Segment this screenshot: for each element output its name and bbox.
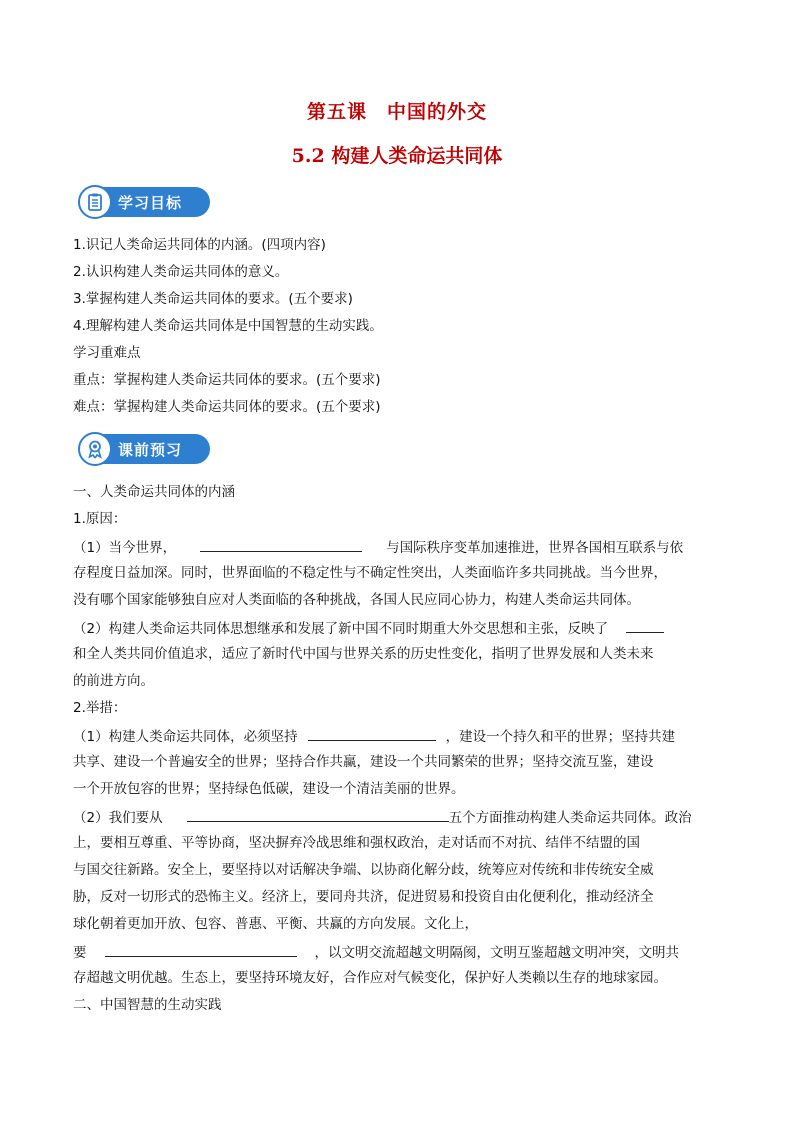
- paragraph-1-line-1: （1）当今世界， 与国际秩序变革加速推进，世界各国相互联系与依: [73, 537, 723, 557]
- goals-banner-label: 学习目标: [118, 194, 183, 212]
- paragraph-4-line-4: 胁，反对一切形式的恐怖主义。经济上，要同舟共济，促进贸易和投资自由化便利化，推动经济全: [73, 889, 654, 905]
- paragraph-3-line-1: （1）构建人类命运共同体，必须坚持 ，建设一个持久和平的世界；坚持共建: [73, 726, 723, 746]
- preview-banner-label: 课前预习: [118, 441, 183, 459]
- key-point-focus: 重点：掌握构建人类命运共同体的要求。(五个要求): [73, 372, 381, 388]
- lesson-subtitle: 5.2 构建人类命运共同体: [291, 145, 503, 167]
- paragraph-2-line-3: 的前进方向。: [73, 673, 154, 689]
- measures-label: 2.举措：: [73, 700, 127, 716]
- paragraph-3-line-2: 共享、建设一个普遍安全的世界；坚持合作共赢，建设一个共同繁荣的世界；坚持交流互鉴，建设: [73, 754, 654, 770]
- clipboard-icon: [78, 185, 112, 219]
- ribbon-medal-icon: [78, 432, 112, 466]
- paragraph-4-line-5: 球化朝着更加开放、包容、普惠、平衡、共赢的方向发展。文化上，: [73, 916, 478, 932]
- fill-blank-2[interactable]: [626, 618, 664, 633]
- goal-2: 2.认识构建人类命运共同体的意义。: [73, 264, 289, 280]
- reason-label: 1.原因：: [73, 511, 127, 527]
- paragraph-1-line-3: 没有哪个国家能够独自应对人类面临的各种挑战，各国人民应同心协力，构建人类命运共同体。: [73, 592, 640, 608]
- paragraph-4-line-2: 上，要相互尊重、平等协商，坚决摒弃冷战思维和强权政治，走对话而不对抗、结伴不结盟的国: [73, 835, 640, 851]
- paragraph-4-line-3: 与国交往新路。安全上，要坚持以对话解决争端、以协商化解分歧，统筹应对传统和非传统安全威: [73, 862, 654, 878]
- key-point-difficulty: 难点：掌握构建人类命运共同体的要求。(五个要求): [73, 399, 381, 415]
- fill-blank-5[interactable]: [105, 942, 297, 957]
- goals-banner: [78, 185, 210, 219]
- preview-banner: [78, 432, 210, 466]
- fill-blank-4[interactable]: [187, 807, 449, 822]
- goal-4: 4.理解构建人类命运共同体是中国智慧的生动实践。: [73, 318, 383, 334]
- paragraph-4-line-1: （2）我们要从 五个方面推动构建人类命运共同体。政治: [73, 807, 723, 827]
- goal-1: 1.识记人类命运共同体的内涵。(四项内容): [73, 237, 326, 253]
- fill-blank-3[interactable]: [308, 726, 436, 741]
- paragraph-3-line-3: 一个开放包容的世界；坚持绿色低碳，建设一个清洁美丽的世界。: [73, 781, 465, 797]
- section-heading-1: 一、人类命运共同体的内涵: [73, 484, 235, 500]
- fill-blank-1[interactable]: [200, 537, 362, 552]
- paragraph-2-line-2: 和全人类共同价值追求，适应了新时代中国与世界关系的历史性变化，指明了世界发展和人类未来: [73, 646, 654, 662]
- section-heading-2: 二、中国智慧的生动实践: [73, 997, 222, 1013]
- lesson-title: 第五课 中国的外交: [306, 101, 487, 123]
- paragraph-2-line-1: （2）构建人类命运共同体思想继承和发展了新中国不同时期重大外交思想和主张，反映了: [73, 618, 723, 638]
- paragraph-1-line-2: 存程度日益加深。同时，世界面临的不稳定性与不确定性突出，人类面临许多共同挑战。当今世界，: [73, 565, 667, 581]
- paragraph-4-line-7: 存超越文明优越。生态上，要坚持环境友好，合作应对气候变化，保护好人类赖以生存的地球家园。: [73, 970, 667, 986]
- paragraph-4-line-6: 要 ，以文明交流超越文明隔阂，文明互鉴超越文明冲突，文明共: [73, 942, 723, 962]
- goal-3: 3.掌握构建人类命运共同体的要求。(五个要求): [73, 291, 353, 307]
- key-points-heading: 学习重难点: [73, 345, 141, 361]
